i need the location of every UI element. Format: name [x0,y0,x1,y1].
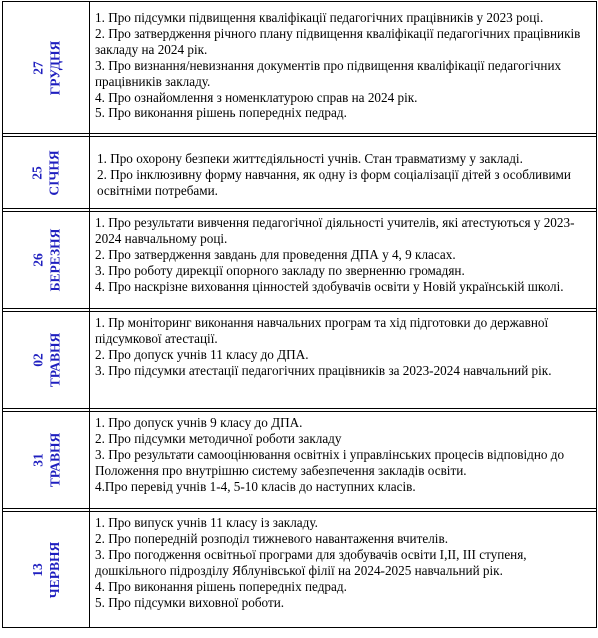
meeting-row-3 [3,212,597,309]
meeting-date-cell [3,2,90,134]
meeting-month: ТРАВНЯ [47,432,62,488]
agenda-list [90,412,597,509]
agenda-item: 5. Про підсумки виховної роботи. [95,594,285,610]
meeting-date-cell [3,137,90,209]
agenda-item: 2. Про допуск учнів 11 класу до ДПА. [95,346,309,362]
meeting-month: ГРУДНЯ [47,40,62,95]
agenda-item: 5. Про виконання рішень попередніх педрад. [95,105,347,121]
meeting-month: БЕРЕЗНЯ [46,228,62,292]
agenda-item: 1. Про підсумки підвищення кваліфікації педагогічних працівників у 2023 році. [95,10,544,25]
agenda-list [90,2,597,134]
agenda-item: 4. Про виконання рішень попередніх педрад. [95,578,347,594]
meeting-row-6 [3,512,597,628]
meeting-date [29,433,63,488]
agenda-item: 2. Про затвердження річного плану підвищення кваліфікації педагогічних працівників закладу на 2024 рік. [95,25,581,57]
meeting-date [29,150,63,195]
meeting-row-4 [3,312,597,409]
meeting-month: ЧЕРВНЯ [46,541,62,598]
agenda-item: 4.Про перевід учнів 1-4, 5-10 класів до наступних класів. [95,478,416,494]
agenda-item: 2. Про інклюзивну форму навчання, як одну із форм соціалізації дітей з особливими освітніми потребами. [97,166,571,198]
meeting-date [29,333,63,388]
meeting-day: 27 [30,60,45,75]
agenda-list [90,312,597,409]
meeting-row-5 [3,412,597,509]
agenda-item: 3. Про роботу дирекції опорного закладу по зверненню громадян. [95,262,465,278]
meeting-date-cell [3,312,90,409]
meetings-schedule-document [2,1,596,635]
agenda-item: 1. Про результати вивчення педагогічної діяльності учителів, які атестуються у 2023- 2024 навчальному році. [95,215,575,246]
meeting-day: 02 [30,353,45,367]
meetings-schedule-table [2,1,597,628]
agenda-item: 1. Про охорону безпеки життєдіяльності учнів. Стан травматизму у закладі. [97,151,523,166]
meeting-date-cell [3,412,90,509]
agenda-item: 4. Про наскрізне виховання цінностей здобувачів освіти у Новій українській школі. [95,278,564,294]
agenda-item: 4. Про ознайомлення з номенклатурою справ на 2024 рік. [95,89,418,105]
agenda-list [90,212,597,309]
meeting-date-cell [3,512,90,628]
meeting-month: СІЧНЯ [46,149,62,196]
meeting-date-cell [3,212,90,309]
agenda-item: 1. Пр моніторинг виконання навчальних програм та хід підготовки до державної підсумкової атестації. [95,315,549,346]
meeting-day: 26 [29,253,45,267]
agenda-item: 3. Про погодження освітньої програми для здобувачів освіти І,ІІ, ІІІ ступеня, дошкільного підрозділу Яблунівської філії на 2024-2025 навчальний рік. [95,546,527,578]
meeting-date [29,541,63,597]
meeting-row-1 [3,2,597,134]
agenda-item: 2. Про підсумки методичної роботи закладу [95,430,342,446]
meeting-day: 25 [29,165,45,180]
agenda-item: 3. Про визнання/невизнання документів про підвищення кваліфікації педагогічних працівників закладу. [95,57,562,89]
meeting-day: 13 [29,562,45,577]
meeting-date [29,229,63,292]
agenda-list [90,512,597,628]
agenda-item: 1. Про випуск учнів 11 класу із закладу. [95,515,318,530]
agenda-item: 2. Про попередній розподіл тижневого навантаження вчителів. [95,530,448,546]
meeting-row-2 [3,137,597,209]
agenda-list [90,137,597,209]
meeting-month: ТРАВНЯ [47,332,62,388]
agenda-item: 1. Про допуск учнів 9 класу до ДПА. [95,415,303,430]
agenda-item: 3. Про підсумки атестації педагогічних працівників за 2023-2024 навчальний рік. [95,362,552,378]
agenda-item: 3. Про результати самооцінювання освітніх і управлінських процесів відповідно до Положення про внутрішню систему забезпечення закладів освіти. [95,446,565,478]
meeting-date [29,40,63,95]
agenda-item: 2. Про затвердження завдань для проведення ДПА у 4, 9 класах. [95,246,456,262]
meeting-day: 31 [30,453,45,467]
